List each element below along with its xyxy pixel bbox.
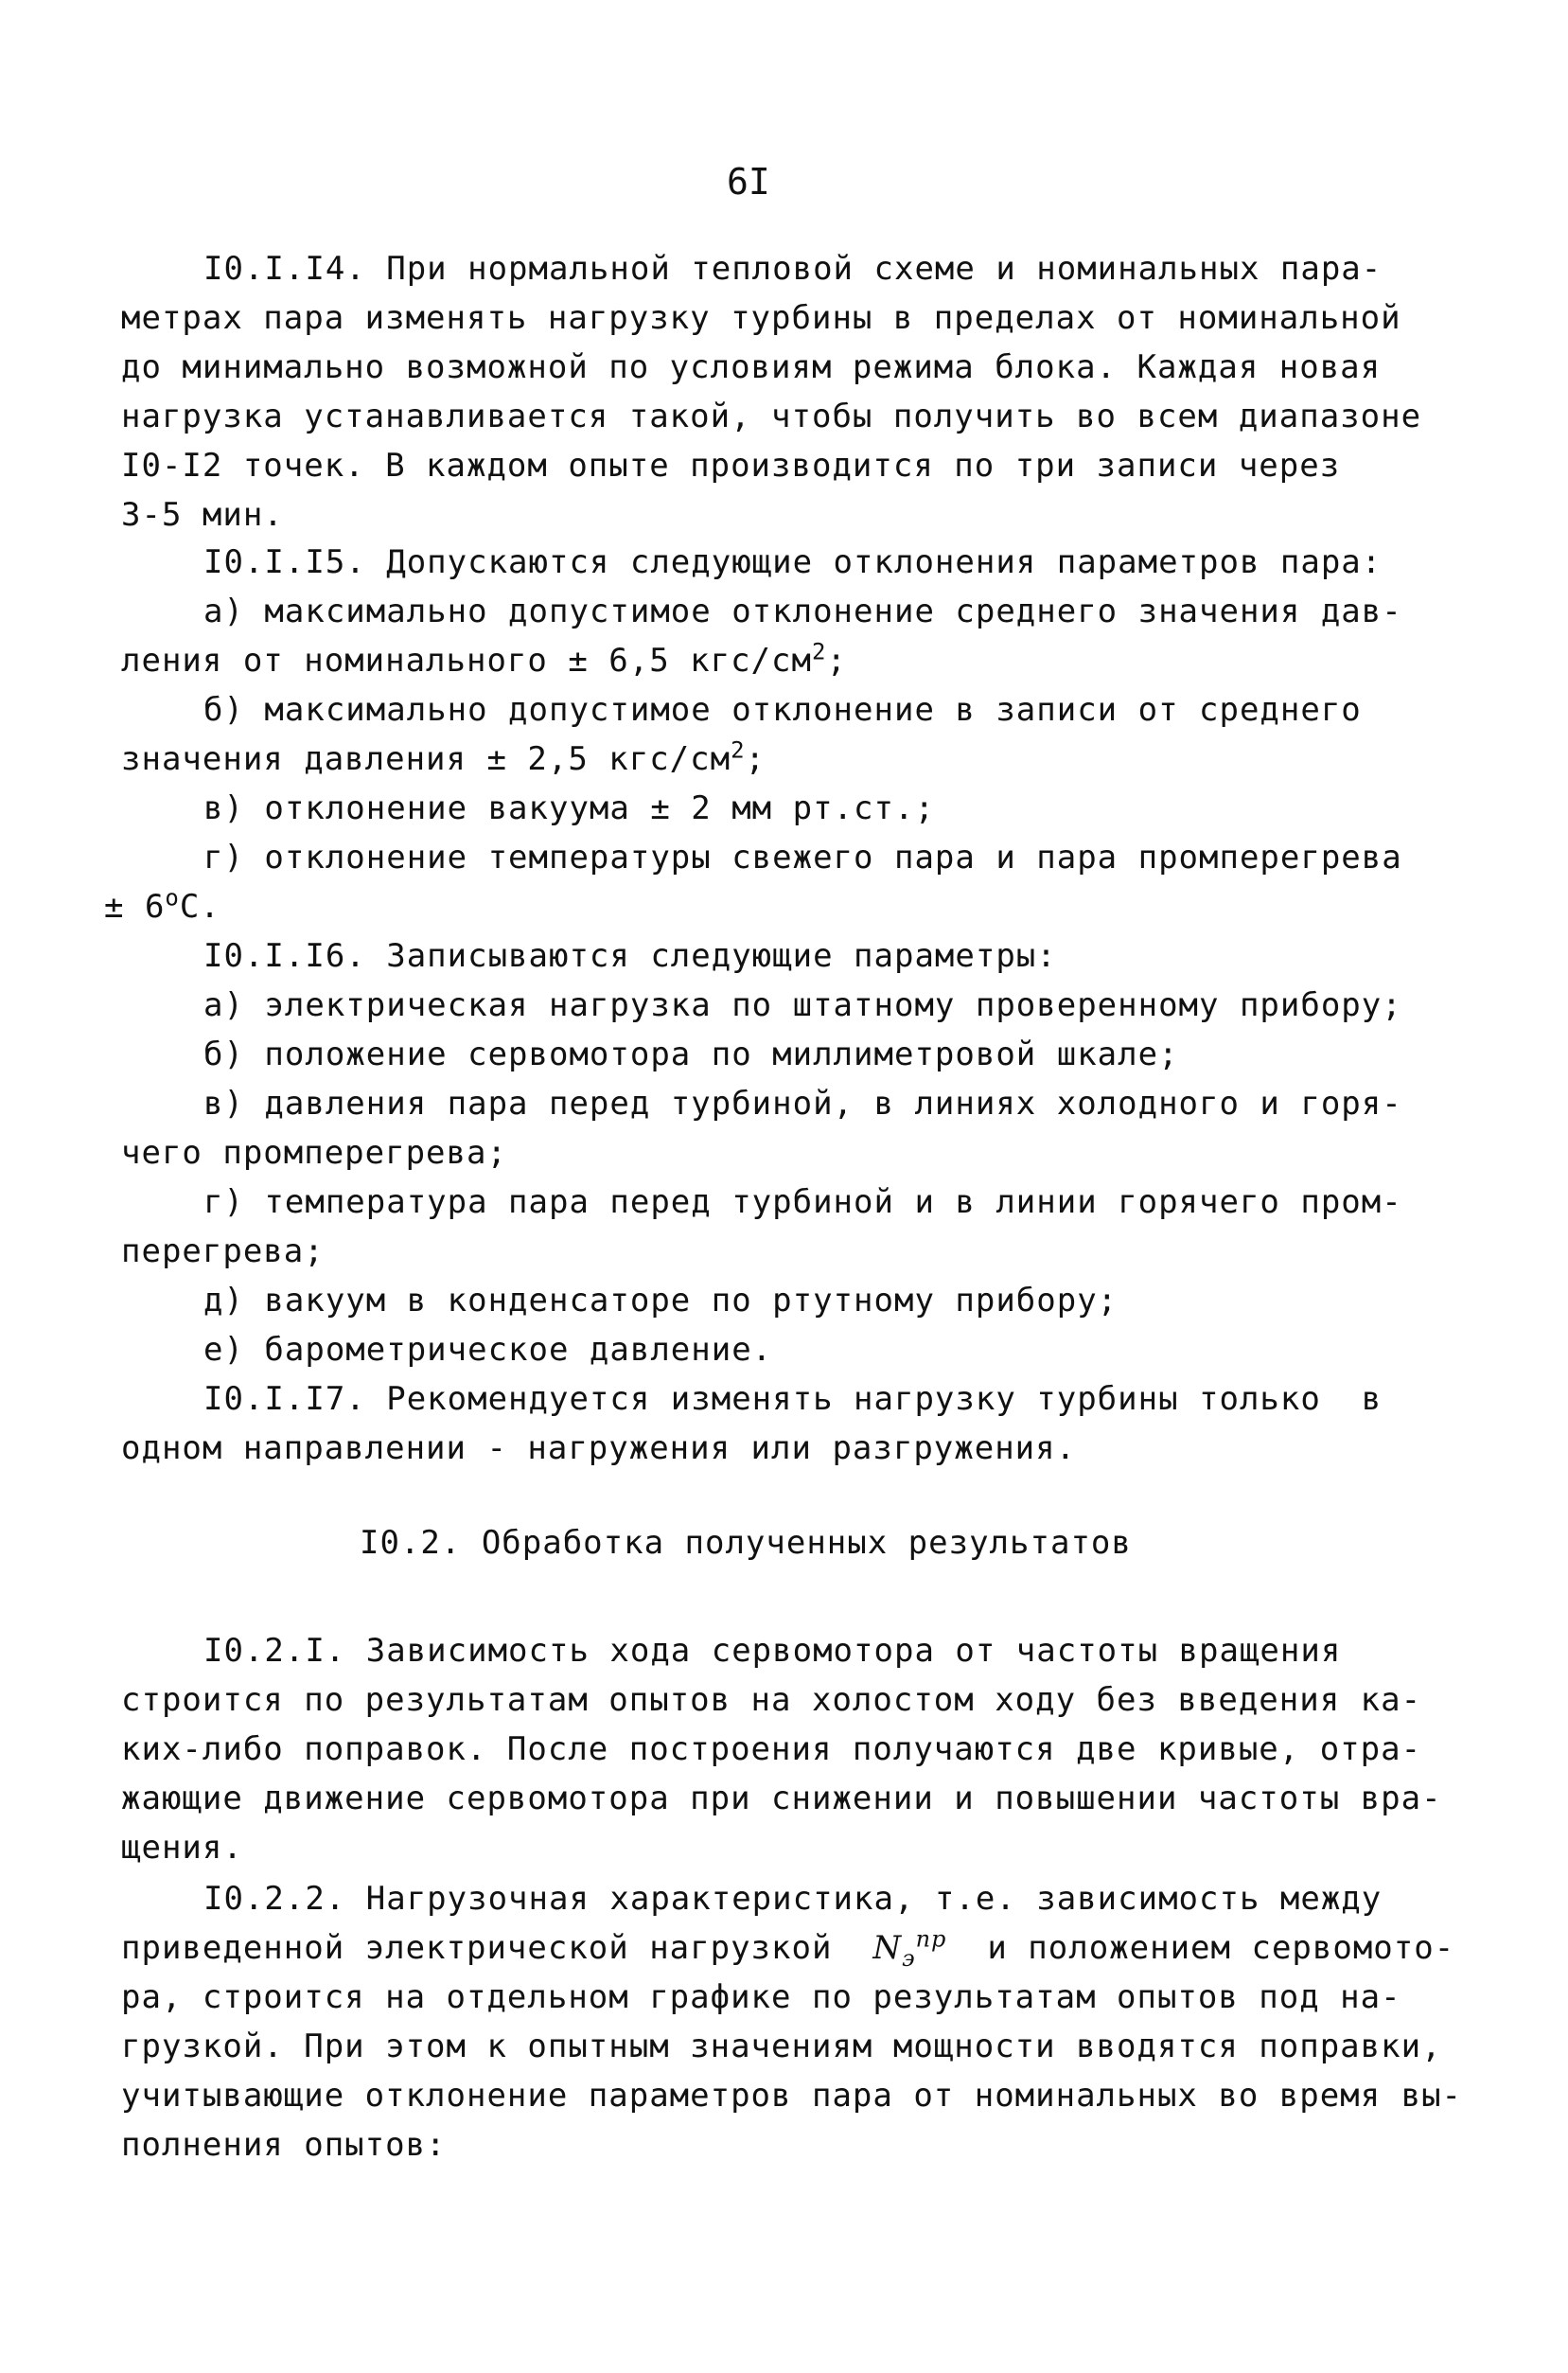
paragraph-10-1-16-item-e: е) барометрическое давление. <box>203 1331 773 1369</box>
paragraph-10-1-16-item-v-cont: чего промперегрева; <box>121 1134 507 1172</box>
paragraph-10-2-2-line-2 <box>121 1925 1455 1972</box>
paragraph-10-2-2-line-3: ра, строится на отдельном графике по результатам опытов под на- <box>121 1978 1401 2016</box>
superscript: о <box>165 884 180 912</box>
paragraph-10-1-16-item-g: г) температура пара перед турбиной и в линии горячего пром- <box>203 1183 1402 1221</box>
text-run: значения давления ± 2,5 кгс/см <box>121 740 731 778</box>
superscript: пр <box>915 1925 947 1953</box>
page-number: 6I <box>727 161 770 203</box>
paragraph-10-2-2-line-5: учитывающие отклонение параметров пара от номинальных во время вы- <box>121 2077 1463 2115</box>
paragraph-10-1-16-item-b: б) положение сервомотора по миллиметровой шкале; <box>203 1036 1179 1073</box>
text-run: ± 6 <box>104 888 166 926</box>
paragraph-10-1-14-line-6: 3-5 мин. <box>121 496 284 534</box>
paragraph-10-1-15-item-g-cont <box>104 884 220 926</box>
paragraph-10-1-16-line-1: I0.I.I6. Записываются следующие параметры: <box>203 937 1057 975</box>
paragraph-10-1-14-line-5: I0-I2 точек. В каждом опыте производится по три записи через <box>121 447 1341 485</box>
paragraph-10-1-14-line-4: нагрузка устанавливается такой, чтобы получить во всем диапазоне <box>121 398 1422 435</box>
paragraph-10-2-2-line-6: полнения опытов: <box>121 2126 447 2164</box>
paragraph-10-1-15-item-b-cont <box>121 736 766 778</box>
paragraph-10-2-1-line-2: строится по результатам опытов на холостом ходу без введения ка- <box>121 1681 1422 1719</box>
paragraph-10-1-17-line-1: I0.I.I7. Рекомендуется изменять нагрузку турбины только в <box>203 1380 1383 1418</box>
paragraph-10-1-17-line-2: одном направлении - нагружения или разгружения. <box>121 1429 1077 1467</box>
paragraph-10-2-2-line-1: I0.2.2. Нагрузочная характеристика, т.е. зависимость между <box>203 1880 1383 1918</box>
power-symbol <box>872 1925 947 1972</box>
paragraph-10-1-14-line-3: до минимально возможной по условиям режима блока. Каждая новая <box>121 348 1382 386</box>
paragraph-10-1-15-item-b: б) максимально допустимое отклонение в записи от среднего <box>203 691 1362 729</box>
text-run: приведенной электрической нагрузкой <box>121 1929 873 1967</box>
paragraph-10-2-2-line-4: грузкой. При этом к опытным значениям мощности вводятся поправки, <box>121 2028 1442 2065</box>
paragraph-10-1-16-item-a: а) электрическая нагрузка по штатному проверенному прибору; <box>203 986 1402 1024</box>
paragraph-10-1-15-item-v: в) отклонение вакуума ± 2 мм рт.ст.; <box>203 789 935 827</box>
text-run: ; <box>745 740 766 778</box>
text-run: С. <box>179 888 220 926</box>
paragraph-10-1-15-item-a-cont <box>121 638 847 680</box>
superscript: 2 <box>811 638 827 665</box>
paragraph-10-1-16-item-d: д) вакуум в конденсаторе по ртутному прибору; <box>203 1282 1119 1319</box>
paragraph-10-1-15-line-1: I0.I.I5. Допускаются следующие отклонения параметров пара: <box>203 543 1383 581</box>
section-heading: I0.2. Обработка полученных результатов <box>360 1524 1132 1562</box>
superscript: 2 <box>731 736 746 764</box>
text-run: и положением сервомото- <box>946 1929 1455 1967</box>
paragraph-10-1-15-item-a: а) максимально допустимое отклонение среднего значения дав- <box>203 593 1402 630</box>
paragraph-10-2-1-line-3: ких-либо поправок. После построения получаются две кривые, отра- <box>121 1730 1422 1768</box>
paragraph-10-1-16-item-g-cont: перегрева; <box>121 1232 325 1270</box>
symbol-n: N <box>872 1929 903 1967</box>
text-run: ления от номинального ± 6,5 кгс/см <box>121 642 812 680</box>
paragraph-10-1-14-line-1: I0.I.I4. При нормальной тепловой схеме и номинальных пара- <box>203 250 1383 288</box>
paragraph-10-2-1-line-4: жающие движение сервомотора при снижении и повышении частоты вра- <box>121 1780 1442 1817</box>
paragraph-10-2-1-line-5: щения. <box>121 1829 243 1867</box>
paragraph-10-1-15-item-g: г) отклонение температуры свежего пара и пара промперегрева <box>203 839 1402 877</box>
text-run: ; <box>826 642 847 680</box>
paragraph-10-2-1-line-1: I0.2.I. Зависимость хода сервомотора от частоты вращения <box>203 1632 1342 1670</box>
paragraph-10-1-16-item-v: в) давления пара перед турбиной, в линиях холодного и горя- <box>203 1085 1402 1123</box>
paragraph-10-1-14-line-2: метрах пара изменять нагрузку турбины в пределах от номинальной <box>121 299 1401 337</box>
subscript: э <box>902 1944 916 1972</box>
